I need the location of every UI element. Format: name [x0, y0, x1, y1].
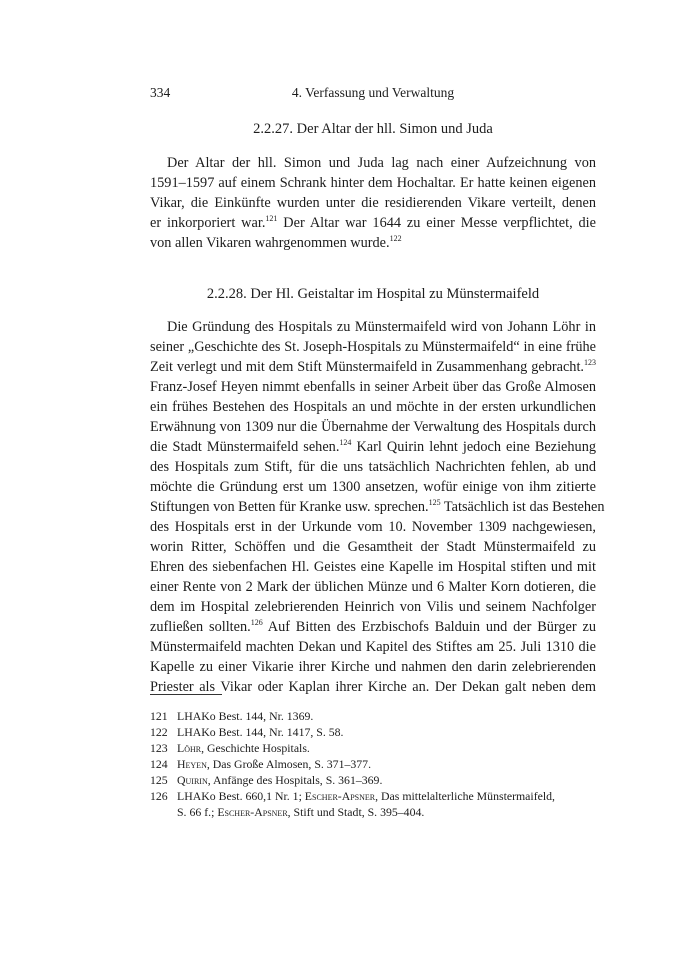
book-page: [150, 0, 605, 965]
footnote-divider: [150, 694, 222, 695]
citation: S. 66 f.;: [177, 805, 218, 819]
footnote-text: LHAKo Best. 144, Nr. 1417, S. 58.: [177, 725, 344, 739]
citation: , Stift und Stadt, S. 395–404.: [287, 805, 425, 819]
footnote-text: [177, 756, 596, 772]
text-line: des Hospitals erst in der Urkunde vom 10. November 1309 nachgewiesen,: [150, 519, 596, 535]
citation: , Geschichte Hospitals.: [201, 741, 310, 755]
footnote: [150, 756, 596, 772]
text-line: [150, 233, 596, 253]
author-name: Quirin: [177, 773, 208, 787]
text-fragment: er inkorporiert war.: [150, 215, 266, 231]
text-line: worin Ritter, Schöffen und die Gesamtheit der Stadt Münstermaifeld zu: [150, 539, 596, 555]
footnote-number: 121: [150, 709, 168, 723]
text-fragment: die Stadt Münstermaifeld sehen.: [150, 439, 340, 455]
author-name: Escher-Apsner: [217, 805, 288, 819]
text-fragment: Der Altar war 1644 zu einer Messe verpflichtet, die: [277, 215, 596, 231]
citation: , Das Große Almosen, S. 371–377.: [206, 757, 372, 771]
text-line: Ehren des siebenfachen Hl. Geistes eine Kapelle im Hospital stiften und mit: [150, 559, 596, 575]
footnote-number: 126: [150, 789, 168, 803]
text-line: 1591–1597 auf einem Schrank hinter dem Hochaltar. Er hatte keinen eigenen: [150, 175, 596, 191]
text-line: [150, 213, 596, 233]
text-line: [150, 357, 596, 377]
text-fragment: Stiftungen von Betten für Kranke usw. sprechen.: [150, 499, 429, 515]
text-line: seiner „Geschichte des St. Joseph-Hospitals zu Münstermaifeld“ in eine frühe: [150, 339, 596, 355]
text-line: einer Rente von 2 Mark der üblichen Münze und 6 Malter Korn dotieren, die: [150, 579, 596, 595]
section-body: [150, 153, 596, 253]
footnote: [150, 788, 596, 820]
footnote-number: 122: [150, 725, 168, 739]
text-line: möchte die Gründung erst um 1300 ansetzen, wofür einige von ihm zitierte: [150, 479, 596, 495]
text-line: Kapelle zu einer Vikarie ihrer Kirche und nahmen den darin zelebrierenden: [150, 659, 596, 675]
footnote-text: [177, 772, 596, 788]
footnote-number: 123: [150, 741, 168, 755]
citation: , Das mittelalterliche Münstermaifeld,: [375, 789, 555, 803]
footnote-ref: 121: [265, 214, 278, 223]
footnote-text: [177, 740, 596, 756]
text-line: Erwähnung von 1309 nur die Übernahme der Verwaltung des Hospitals durch: [150, 419, 596, 435]
text-line: des Hospitals zum Stift, für die uns tatsächlich Nachrichten fehlen, ab und: [150, 459, 596, 475]
section-heading: 2.2.27. Der Altar der hll. Simon und Juda: [253, 121, 493, 137]
footnote-ref: 126: [250, 618, 263, 627]
page-number: 334: [150, 85, 171, 100]
author-name: Escher-Apsner: [304, 789, 376, 803]
running-head: [150, 85, 596, 103]
section-heading: 2.2.28. Der Hl. Geistaltar im Hospital zu Münstermaifeld: [206, 286, 540, 302]
footnote-ref: 122: [389, 234, 402, 243]
footnote-number: 125: [150, 773, 168, 787]
author-name: Heyen: [177, 757, 207, 771]
text-line: [150, 497, 605, 517]
section-body: [150, 317, 605, 697]
footnote: [150, 724, 596, 740]
footnotes: [150, 708, 596, 820]
footnote: [150, 708, 596, 724]
footnote-ref: 124: [339, 438, 352, 447]
citation: LHAKo Best. 660,1 Nr. 1;: [177, 789, 305, 803]
footnote: [150, 772, 596, 788]
footnote-text: [177, 788, 596, 820]
footnote: [150, 740, 596, 756]
text-line: Vikar, die Einkünfte wurden unter die residierenden Vikare verteilt, denen: [150, 195, 596, 211]
citation: , Anfänge des Hospitals, S. 361–369.: [207, 773, 383, 787]
text-fragment: Zeit verlegt und mit dem Stift Münstermaifeld in Zusammenhang gebracht.: [150, 359, 584, 375]
footnote-number: 124: [150, 757, 168, 771]
text-line: Der Altar der hll. Simon und Juda lag nach einer Aufzeichnung von: [167, 155, 596, 171]
text-line: ein frühes Bestehen des Hospitals an und möchte in der ersten urkundlichen: [150, 399, 596, 415]
text-fragment: zufließen sollten.: [150, 619, 251, 635]
text-fragment: Tatsächlich ist das Bestehen: [440, 499, 605, 515]
footnote-ref: 123: [584, 358, 596, 367]
text-line: Franz-Josef Heyen nimmt ebenfalls in seiner Arbeit über das Große Almosen: [150, 379, 596, 395]
text-line: Münstermaifeld machten Dekan und Kapitel des Stiftes am 25. Juli 1310 die: [150, 639, 596, 655]
text-line: dem im Hospital zelebrierenden Heinrich von Vilis und seinem Nachfolger: [150, 599, 596, 615]
text-line: Priester als Vikar oder Kaplan ihrer Kirche an. Der Dekan galt neben dem: [150, 679, 596, 695]
text-fragment: Karl Quirin lehnt jedoch eine Beziehung: [351, 439, 596, 455]
footnote-text: LHAKo Best. 144, Nr. 1369.: [177, 709, 314, 723]
text-line: Die Gründung des Hospitals zu Münstermaifeld wird von Johann Löhr in: [167, 319, 596, 335]
text-fragment: Auf Bitten des Erzbischofs Balduin und der Bürger zu: [262, 619, 596, 635]
text-line: [150, 437, 596, 457]
text-fragment: von allen Vikaren wahrgenommen wurde.: [150, 235, 390, 251]
text-line: [150, 617, 596, 637]
running-title: 4. Verfassung und Verwaltung: [291, 85, 455, 100]
footnote-ref: 125: [428, 498, 441, 507]
author-name: Löhr: [177, 741, 202, 755]
